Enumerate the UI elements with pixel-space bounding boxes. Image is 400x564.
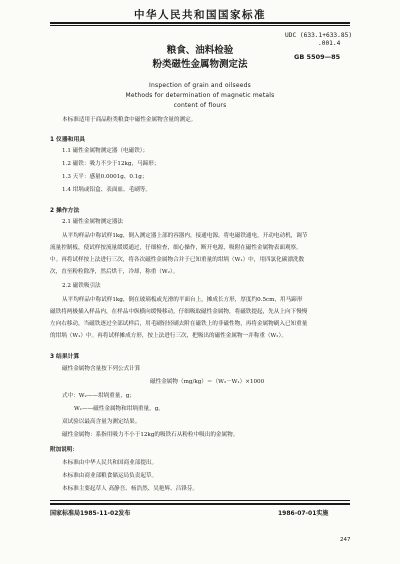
- title-cn-line2: 粉类磁性金属物测定法: [152, 59, 248, 70]
- header-rule-thin: [50, 25, 350, 26]
- paragraph-line: 中。再将试样按上法进行三次，将各次磁性金属物合并于已知重量的坩埚（W₁）中，用四氯化碳漂洗数: [50, 257, 305, 263]
- result-note: 磁性金属物：系指用吸力不小于12kg的吸铁石从粉粒中吸出的金属物。: [62, 432, 239, 438]
- footer-rule-thick: [50, 503, 350, 505]
- udc-code-line2: .001.4: [318, 40, 341, 47]
- section3-heading: 3 结果计算: [50, 354, 80, 360]
- paragraph-line: 流量控制板，使试样按流量缓缓通过，仔细检查，细心操作，断开电源，吸附在磁性金属物表面观察。: [50, 245, 302, 251]
- page-number: 247: [340, 537, 351, 543]
- formula-where: W₁——磁性金属物和坩埚重量，g。: [74, 406, 164, 412]
- additional-heading: 附加说明：: [50, 447, 78, 453]
- subsection-2-1-title: 2.1 磁性金属物测定器法: [62, 219, 124, 225]
- paragraph-line: 磁铁将两极插入样品内，在样品中纵横向缓慢移动，仔细吸取磁性金属物，将磁铁提起，先从上向下慢慢: [50, 309, 308, 315]
- title-en-line2: Methods for determination of magnetic metals: [125, 92, 275, 99]
- formula: 磁性金属物（mg/kg）＝（W₂－W₁）×1000: [150, 379, 265, 385]
- paragraph-line: 的坩埚（W₁）中。再将试样摊成方形，按上法进行三次，把吸出的磁性金属物一并称重（W₂）。: [50, 333, 287, 339]
- gb-number: GB 5509—85: [294, 53, 341, 61]
- paragraph-line: 次，直至粉粒除净，然后烘干，冷却，称重（W₂）。: [50, 269, 179, 275]
- paragraph-line: 从平均样品中称试样1kg，倒入测定器上部的容器内，接通电源，将电磁铁通电，开动电动机，调节: [62, 233, 308, 239]
- section1-item: 1.2 磁铁：吸力不少于12kg，马蹄形；: [62, 161, 160, 167]
- section1-item: 1.1 磁性金属物测定器（电磁铁）；: [62, 148, 149, 154]
- paragraph-line: 从平均样品中称试样1kg，倒在玻璃板或光滑的平面台上，摊成长方形，厚度约0.5cm，用马蹄形: [62, 297, 303, 303]
- additional-line: 本标准由中华人民共和国商业部提出。: [62, 460, 158, 466]
- footer-rule-thin: [50, 500, 350, 501]
- additional-line: 本标准主要起草人 高静吾、杨浩然、吴艳辉、吕锋芬。: [62, 486, 199, 492]
- additional-line: 本标准由商业部粮食储运局负责起草。: [62, 473, 158, 479]
- effective-date: 1986-07-01实施: [278, 510, 329, 517]
- subsection-2-2-title: 2.2 磁铁吸引法: [62, 283, 101, 289]
- formula-where: 式中：W₂——坩埚重量，g；: [62, 393, 136, 399]
- udc-code-line1: UDC (633.1+633.85): [285, 32, 353, 39]
- calc-intro: 磁性金属物含量按下列公式计算: [62, 366, 141, 372]
- intro-paragraph: 本标准适用于商品粉类粮食中磁性金属物含量的测定。: [62, 117, 197, 123]
- paragraph-line: 左向右移动，当磁铁逐过全部试样后，用毛刷轻轻刷去附在磁铁上的非磁性物，再将金属物刷入已知重量: [50, 321, 308, 327]
- title-en-line1: Inspection of grain and oilseeds: [149, 82, 251, 89]
- standard-title: 中华人民共和国国家标准: [134, 9, 266, 21]
- title-cn-line1: 粮食、油料检验: [166, 45, 234, 56]
- section1-heading: 1 仪器和用具: [50, 137, 86, 143]
- header-rule-thick: [50, 22, 350, 24]
- title-en-line3: content of flours: [173, 102, 227, 109]
- section1-item: 1.3 天平：感量0.0001g、0.1g；: [62, 174, 148, 180]
- section2-heading: 2 操作方法: [50, 208, 80, 214]
- section1-item: 1.4 坩埚或铝盒、表面皿、毛刷等。: [62, 187, 151, 193]
- issued-date: 国家标准局1985-11-02发布: [50, 510, 131, 517]
- result-note: 双试验以最高含量为测定结果。: [62, 419, 141, 425]
